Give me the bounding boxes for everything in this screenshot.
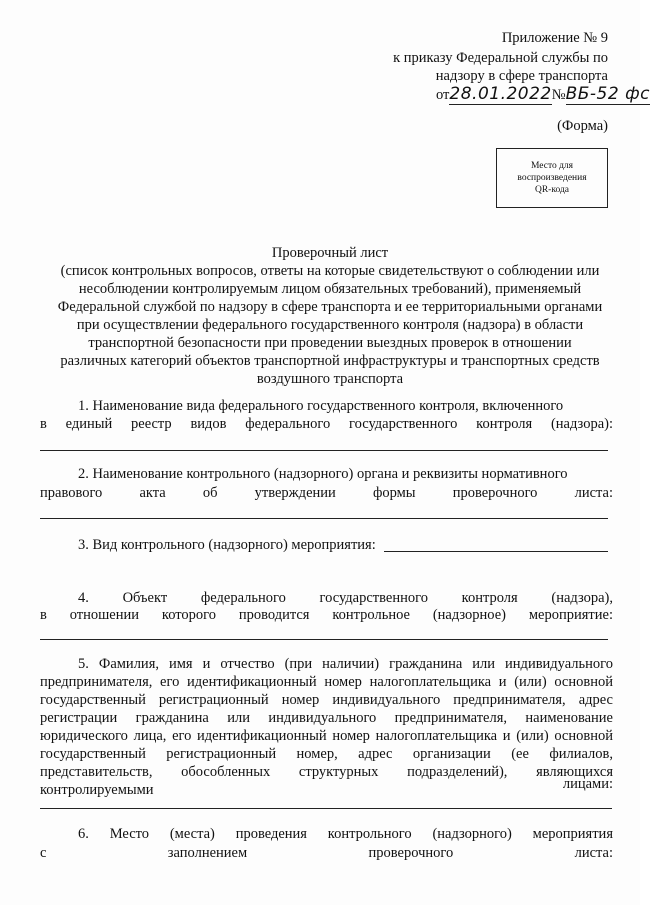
qr-text-2: воспроизведения	[517, 173, 587, 183]
fill-line-4[interactable]	[40, 639, 608, 640]
qr-text-1: Место для	[530, 161, 574, 171]
item-5-line-3: государственный регистрационный номер индивидуального предпринимателя, адрес	[40, 692, 613, 708]
item-4-line-1: 4. Объект федерального государственного контроля (надзора),	[78, 590, 613, 606]
item-5-line-4: регистрации гражданина или индивидуального предпринимателя, наименование	[40, 710, 613, 726]
item-5-line-6: государственный регистрационный номер, адрес организации (ее филиалов,	[40, 746, 613, 762]
order-line-2: надзору в сфере транспорта	[435, 68, 608, 84]
item-6-line-2: с заполнением проверочного листа:	[40, 845, 613, 861]
number-handwritten: ВБ-52 фс	[565, 84, 650, 104]
item-2-line-1: 2. Наименование контрольного (надзорного) органа и реквизиты нормативного	[78, 466, 568, 482]
title-line: воздушного транспорта	[256, 371, 404, 387]
qr-code-placeholder	[496, 148, 608, 208]
fill-line-2[interactable]	[40, 518, 608, 519]
number-prefix: №	[551, 87, 566, 103]
item-5-line-8-right: лицами:	[562, 776, 613, 792]
item-4-line-2: в отношении которого проводится контрольное (надзорное) мероприятие:	[40, 607, 613, 623]
date-number-line	[436, 84, 650, 104]
document-title	[40, 244, 620, 388]
title-line: при осуществлении федерального государственного контроля (надзора) в области	[76, 317, 584, 333]
order-line: к приказу Федеральной службы по	[393, 50, 608, 66]
appendix-number: Приложение № 9	[501, 30, 608, 46]
title-line: транспортной безопасности при проведении выездных проверок в отношении	[88, 335, 572, 351]
title-line: различных категорий объектов транспортной инфраструктуры и транспортных средств	[60, 353, 600, 369]
item-5-line-8-left: контролируемыми	[40, 782, 154, 798]
item-2-line-2: правового акта об утверждении формы проверочного листа:	[40, 485, 613, 501]
item-1-line-2: в единый реестр видов федерального государственного контроля (надзора):	[40, 416, 613, 432]
forma-label: (Форма)	[557, 118, 608, 134]
fill-line-3[interactable]	[384, 551, 608, 552]
fill-line-1[interactable]	[40, 450, 608, 451]
date-prefix: от	[436, 87, 450, 103]
title-line: Проверочный лист	[271, 245, 389, 261]
item-5-line-1: 5. Фамилия, имя и отчество (при наличии) гражданина или индивидуального	[78, 656, 613, 672]
fill-line-5[interactable]	[40, 808, 612, 809]
qr-text-3: QR-кода	[534, 185, 570, 195]
date-handwritten: 28.01.2022	[449, 84, 552, 104]
title-line: Федеральной службой по надзору в сфере транспорта и ее территориальными органами	[57, 299, 603, 315]
item-6-line-1: 6. Место (места) проведения контрольного (надзорного) мероприятия	[78, 826, 613, 842]
item-5-line-5: юридического лица, его идентификационный номер налогоплательщика и (или) основной	[40, 728, 613, 744]
item-5-line-7: представительств, обособленных структурных подразделений), являющихся	[40, 764, 613, 780]
item-3-label: 3. Вид контрольного (надзорного) мероприятия:	[78, 537, 376, 553]
title-line: (список контрольных вопросов, ответы на которые свидетельствуют о соблюдении или	[60, 263, 600, 279]
item-1-line-1: 1. Наименование вида федерального государственного контроля, включенного	[78, 398, 564, 414]
title-line: несоблюдении контролируемым лицом обязательных требований), применяемый	[78, 281, 582, 297]
item-5-line-2: предпринимателя, его идентификационный номер налогоплательщика и (или) основной	[40, 674, 613, 690]
